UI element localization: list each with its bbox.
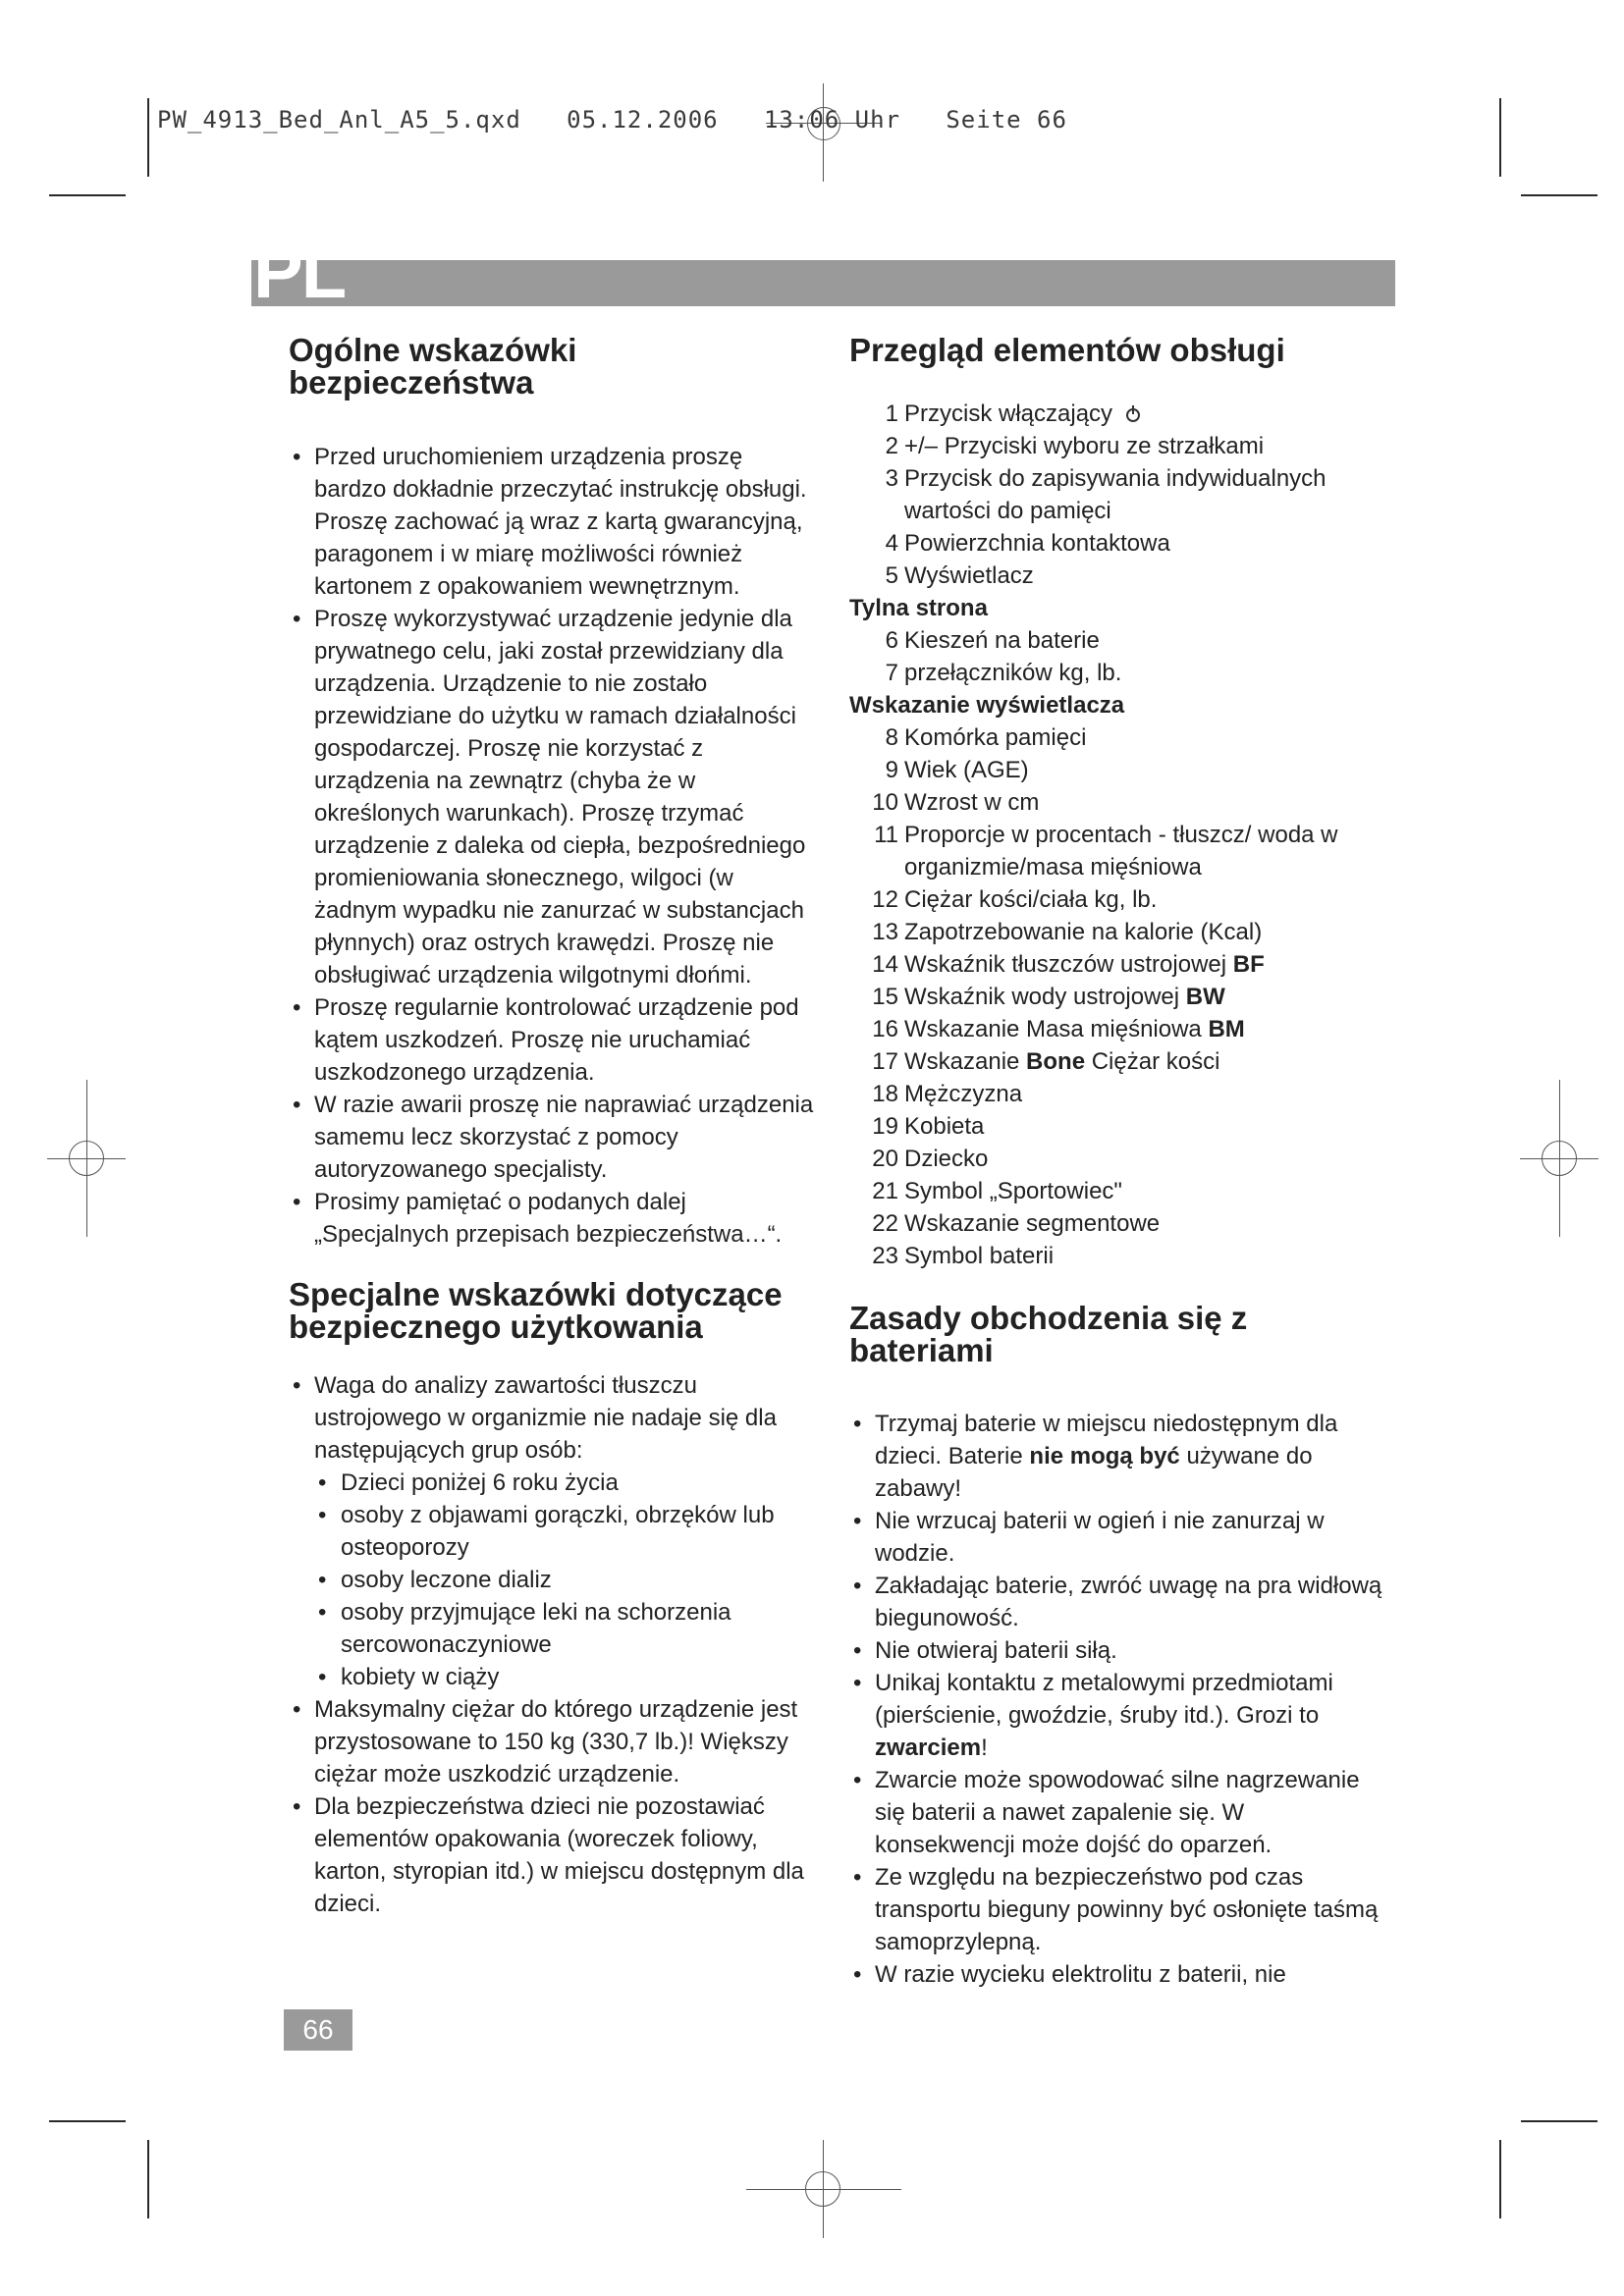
crop-mark bbox=[147, 98, 149, 177]
bullet-text: Dla bezpieczeństwa dzieci nie pozostawiać elementów opakowania (woreczek foliowy, karton, styropian itd.) w miejscu dostępnym dla dzieci. bbox=[314, 1793, 804, 1917]
bullet-text: osoby leczone dializ bbox=[341, 1567, 552, 1593]
list-item: • Nie wrzucaj baterii w ogień i nie zanurzaj w wodzie. bbox=[853, 1508, 1325, 1567]
bullet-text: Przed uruchomieniem urządzenia proszę bardzo dokładnie przeczytać instrukcję obsługi. Proszę zachować ją wraz z kartą gwarancyjną, paragonem i w miarę możliwości również kartonem z opakowaniem wewnętrznym. bbox=[314, 444, 807, 600]
subheading: Wskazanie wyświetlacza bbox=[849, 692, 1125, 719]
section-heading: Zasady obchodzenia się z bateriami bbox=[849, 1300, 1248, 1368]
bullet-text: W razie awarii proszę nie naprawiać urządzenia samemu lecz skorzystać z pomocy autoryzowanego specjalisty. bbox=[314, 1092, 814, 1183]
crop-mark bbox=[1521, 194, 1597, 196]
list-item: • Prosimy pamiętać o podanych dalej „Specjalnych przepisach bezpieczeństwa…“. bbox=[293, 1189, 783, 1248]
list-item: 8 Komórka pamięci bbox=[885, 724, 1087, 751]
section-heading: Ogólne wskazówki bezpieczeństwa bbox=[289, 332, 577, 400]
list-item: 13 Zapotrzebowanie na kalorie (Kcal) bbox=[872, 919, 1263, 945]
bullet-text: osoby z objawami gorączki, obrzęków lub osteoporozy bbox=[341, 1502, 775, 1561]
list-item: 4 Powierzchnia kontaktowa bbox=[885, 530, 1170, 557]
bullet-text: Proszę wykorzystywać urządzenie jedynie dla prywatnego celu, jaki został przewidziany dla urządzenia. Urządzenie to nie zostało przewidziane do użytku w ramach działalności gospodarczej. Proszę nie korzystać z urządzenia na zewnątrz (chyba że w określonych warunkach). Proszę trzymać urządzenie z daleka od ciepła, bezpośredniego promieniowania słonecznego, wilgoci (w żadnym wypadku nie zanurzać w substancjach płynnych) oraz ostrych krawędzi. Proszę nie obsługiwać urządzenia wilgotnymi dłońmi. bbox=[314, 606, 806, 988]
list-item: 21 Symbol „Sportowiec" bbox=[872, 1178, 1122, 1204]
bullet-text: osoby przyjmujące leki na schorzenia sercowonaczyniowe bbox=[341, 1599, 731, 1658]
list-item: • Proszę wykorzystywać urządzenie jedynie dla prywatnego celu, jaki został przewidziany dla urządzenia. Urządzenie to nie zostało przewidziane do użytku w ramach działalności gospodarczej. Proszę nie korzystać z urządzenia na zewnątrz (chyba że w określonych warunkach). Proszę trzymać urządzenie z daleka od ciepła, bezpośredniego promieniowania słonecznego, wilgoci (w żadnym wypadku nie zanurzać w substancjach płynnych) oraz ostrych krawędzi. Proszę nie obsługiwać urządzenia wilgotnymi dłońmi. bbox=[293, 606, 806, 988]
list-item: 20 Dziecko bbox=[872, 1146, 989, 1172]
crop-mark bbox=[1499, 98, 1501, 177]
right-column bbox=[849, 334, 1384, 1991]
list-item: 11 Proporcje w procentach - tłuszcz/ woda w organizmie/masa mięśniowa bbox=[874, 822, 1338, 881]
list-item: 12 Ciężar kości/ciała kg, lb. bbox=[872, 886, 1158, 913]
list-item: • Ze względu na bezpieczeństwo pod czas transportu bieguny powinny być osłonięte taśmą samoprzylepną. bbox=[853, 1864, 1379, 1955]
language-banner bbox=[251, 260, 1395, 306]
power-icon bbox=[1126, 408, 1140, 422]
list-item: • Maksymalny ciężar do którego urządzenie jest przystosowane to 150 kg (330,7 lb.)! Większy ciężar może uszkodzić urządzenie. bbox=[293, 1696, 798, 1788]
bullet-text: Maksymalny ciężar do którego urządzenie jest przystosowane to 150 kg (330,7 lb.)! Większy ciężar może uszkodzić urządzenie. bbox=[314, 1696, 798, 1788]
list-item: 23 Symbol baterii bbox=[872, 1243, 1055, 1269]
bullet-text: Dzieci poniżej 6 roku życia bbox=[341, 1469, 619, 1496]
crop-mark bbox=[49, 194, 126, 196]
section-heading: Przegląd elementów obsługi bbox=[849, 332, 1285, 368]
list-item: 1 Przycisk włączający bbox=[849, 398, 1384, 430]
bullet-text: Prosimy pamiętać o podanych dalej „Specjalnych przepisach bezpieczeństwa…“. bbox=[314, 1189, 783, 1248]
language-code: PL bbox=[253, 239, 346, 306]
registration-mark-right bbox=[1520, 1080, 1598, 1237]
subheading: Tylna strona bbox=[849, 595, 988, 621]
left-column bbox=[289, 334, 819, 1920]
page-number: 66 bbox=[284, 2009, 352, 2051]
bullet-text: Waga do analizy zawartości tłuszczu ustrojowego w organizmie nie nadaje się dla następujących grup osób: bbox=[314, 1372, 777, 1464]
list-item: • Trzymaj baterie w miejscu niedostępnym dla dzieci. Baterie nie mogą być używane do zabawy! bbox=[853, 1411, 1338, 1502]
list-item: 19 Kobieta bbox=[872, 1113, 985, 1140]
bullet-text: kobiety w ciąży bbox=[341, 1664, 500, 1690]
list-item: 2 +/– Przyciski wyboru ze strzałkami bbox=[885, 433, 1265, 459]
section-heading: Specjalne wskazówki dotyczące bezpiecznego użytkowania bbox=[289, 1276, 783, 1345]
print-slug: PW_4913_Bed_Anl_A5_5.qxd 05.12.2006 13:06 Uhr Seite 66 bbox=[157, 106, 1067, 133]
list-item: 22 Wskazanie segmentowe bbox=[872, 1210, 1161, 1237]
registration-mark-left bbox=[47, 1080, 126, 1237]
list-item: • Zakładając baterie, zwróć uwagę na pra widłową biegunowość. bbox=[853, 1573, 1382, 1631]
list-item: • Dla bezpieczeństwa dzieci nie pozostawiać elementów opakowania (woreczek foliowy, karton, styropian itd.) w miejscu dostępnym dla dzieci. bbox=[293, 1793, 804, 1917]
list-item: • W razie awarii proszę nie naprawiać urządzenia samemu lecz skorzystać z pomocy autoryzowanego specjalisty. bbox=[293, 1092, 814, 1183]
crop-mark bbox=[1521, 2120, 1597, 2122]
list-item: • Nie otwieraj baterii siłą. bbox=[853, 1637, 1117, 1664]
list-item: • Przed uruchomieniem urządzenia proszę bardzo dokładnie przeczytać instrukcję obsługi. Proszę zachować ją wraz z kartą gwarancyjną, paragonem i w miarę możliwości również kartonem z opakowaniem wewnętrznym. bbox=[293, 444, 807, 600]
list-item: 18 Mężczyzna bbox=[872, 1081, 1023, 1107]
sub-list-item: • osoby leczone dializ bbox=[318, 1567, 552, 1593]
list-item: 6 Kieszeń na baterie bbox=[885, 627, 1100, 654]
list-item: 5 Wyświetlacz bbox=[885, 562, 1034, 589]
list-item: 16 Wskazanie Masa mięśniowa BM bbox=[872, 1016, 1245, 1042]
registration-mark-bottom bbox=[746, 2140, 901, 2238]
bullet-text: Proszę regularnie kontrolować urządzenie pod kątem uszkodzeń. Proszę nie uruchamiać uszkodzonego urządzenia. bbox=[314, 994, 799, 1086]
list-item: 17 Wskazanie Bone Ciężar kości bbox=[872, 1048, 1220, 1075]
list-item: 15 Wskaźnik wody ustrojowej BW bbox=[872, 984, 1225, 1010]
list-item: 3 Przycisk do zapisywania indywidualnych wartości do pamięci bbox=[885, 465, 1326, 524]
list-item: • Zwarcie może spowodować silne nagrzewanie się baterii a nawet zapalenie się. W konsekwencji może dojść do oparzeń. bbox=[853, 1767, 1360, 1858]
sub-list-item: • Dzieci poniżej 6 roku życia bbox=[318, 1469, 619, 1496]
sub-list-item: • osoby przyjmujące leki na schorzenia sercowonaczyniowe bbox=[318, 1599, 731, 1658]
sub-list-item: • kobiety w ciąży bbox=[318, 1664, 500, 1690]
list-item: 14 Wskaźnik tłuszczów ustrojowej BF bbox=[872, 951, 1265, 978]
list-item: • Waga do analizy zawartości tłuszczu ustrojowego w organizmie nie nadaje się dla następujących grup osób: bbox=[293, 1372, 777, 1464]
crop-mark bbox=[147, 2140, 149, 2218]
list-item: • W razie wycieku elektrolitu z baterii, nie bbox=[853, 1961, 1286, 1988]
list-item: • Proszę regularnie kontrolować urządzenie pod kątem uszkodzeń. Proszę nie uruchamiać uszkodzonego urządzenia. bbox=[293, 994, 799, 1086]
list-item: 7 przełączników kg, lb. bbox=[885, 660, 1122, 686]
crop-mark bbox=[49, 2120, 126, 2122]
list-item: 9 Wiek (AGE) bbox=[885, 757, 1029, 783]
list-item: 10 Wzrost w cm bbox=[872, 789, 1040, 816]
sub-list-item: • osoby z objawami gorączki, obrzęków lub osteoporozy bbox=[318, 1502, 775, 1561]
crop-mark bbox=[1499, 2140, 1501, 2218]
list-item: • Unikaj kontaktu z metalowymi przedmiotami (pierścienie, gwoździe, śruby itd.). Grozi to zwarciem! bbox=[853, 1670, 1333, 1761]
